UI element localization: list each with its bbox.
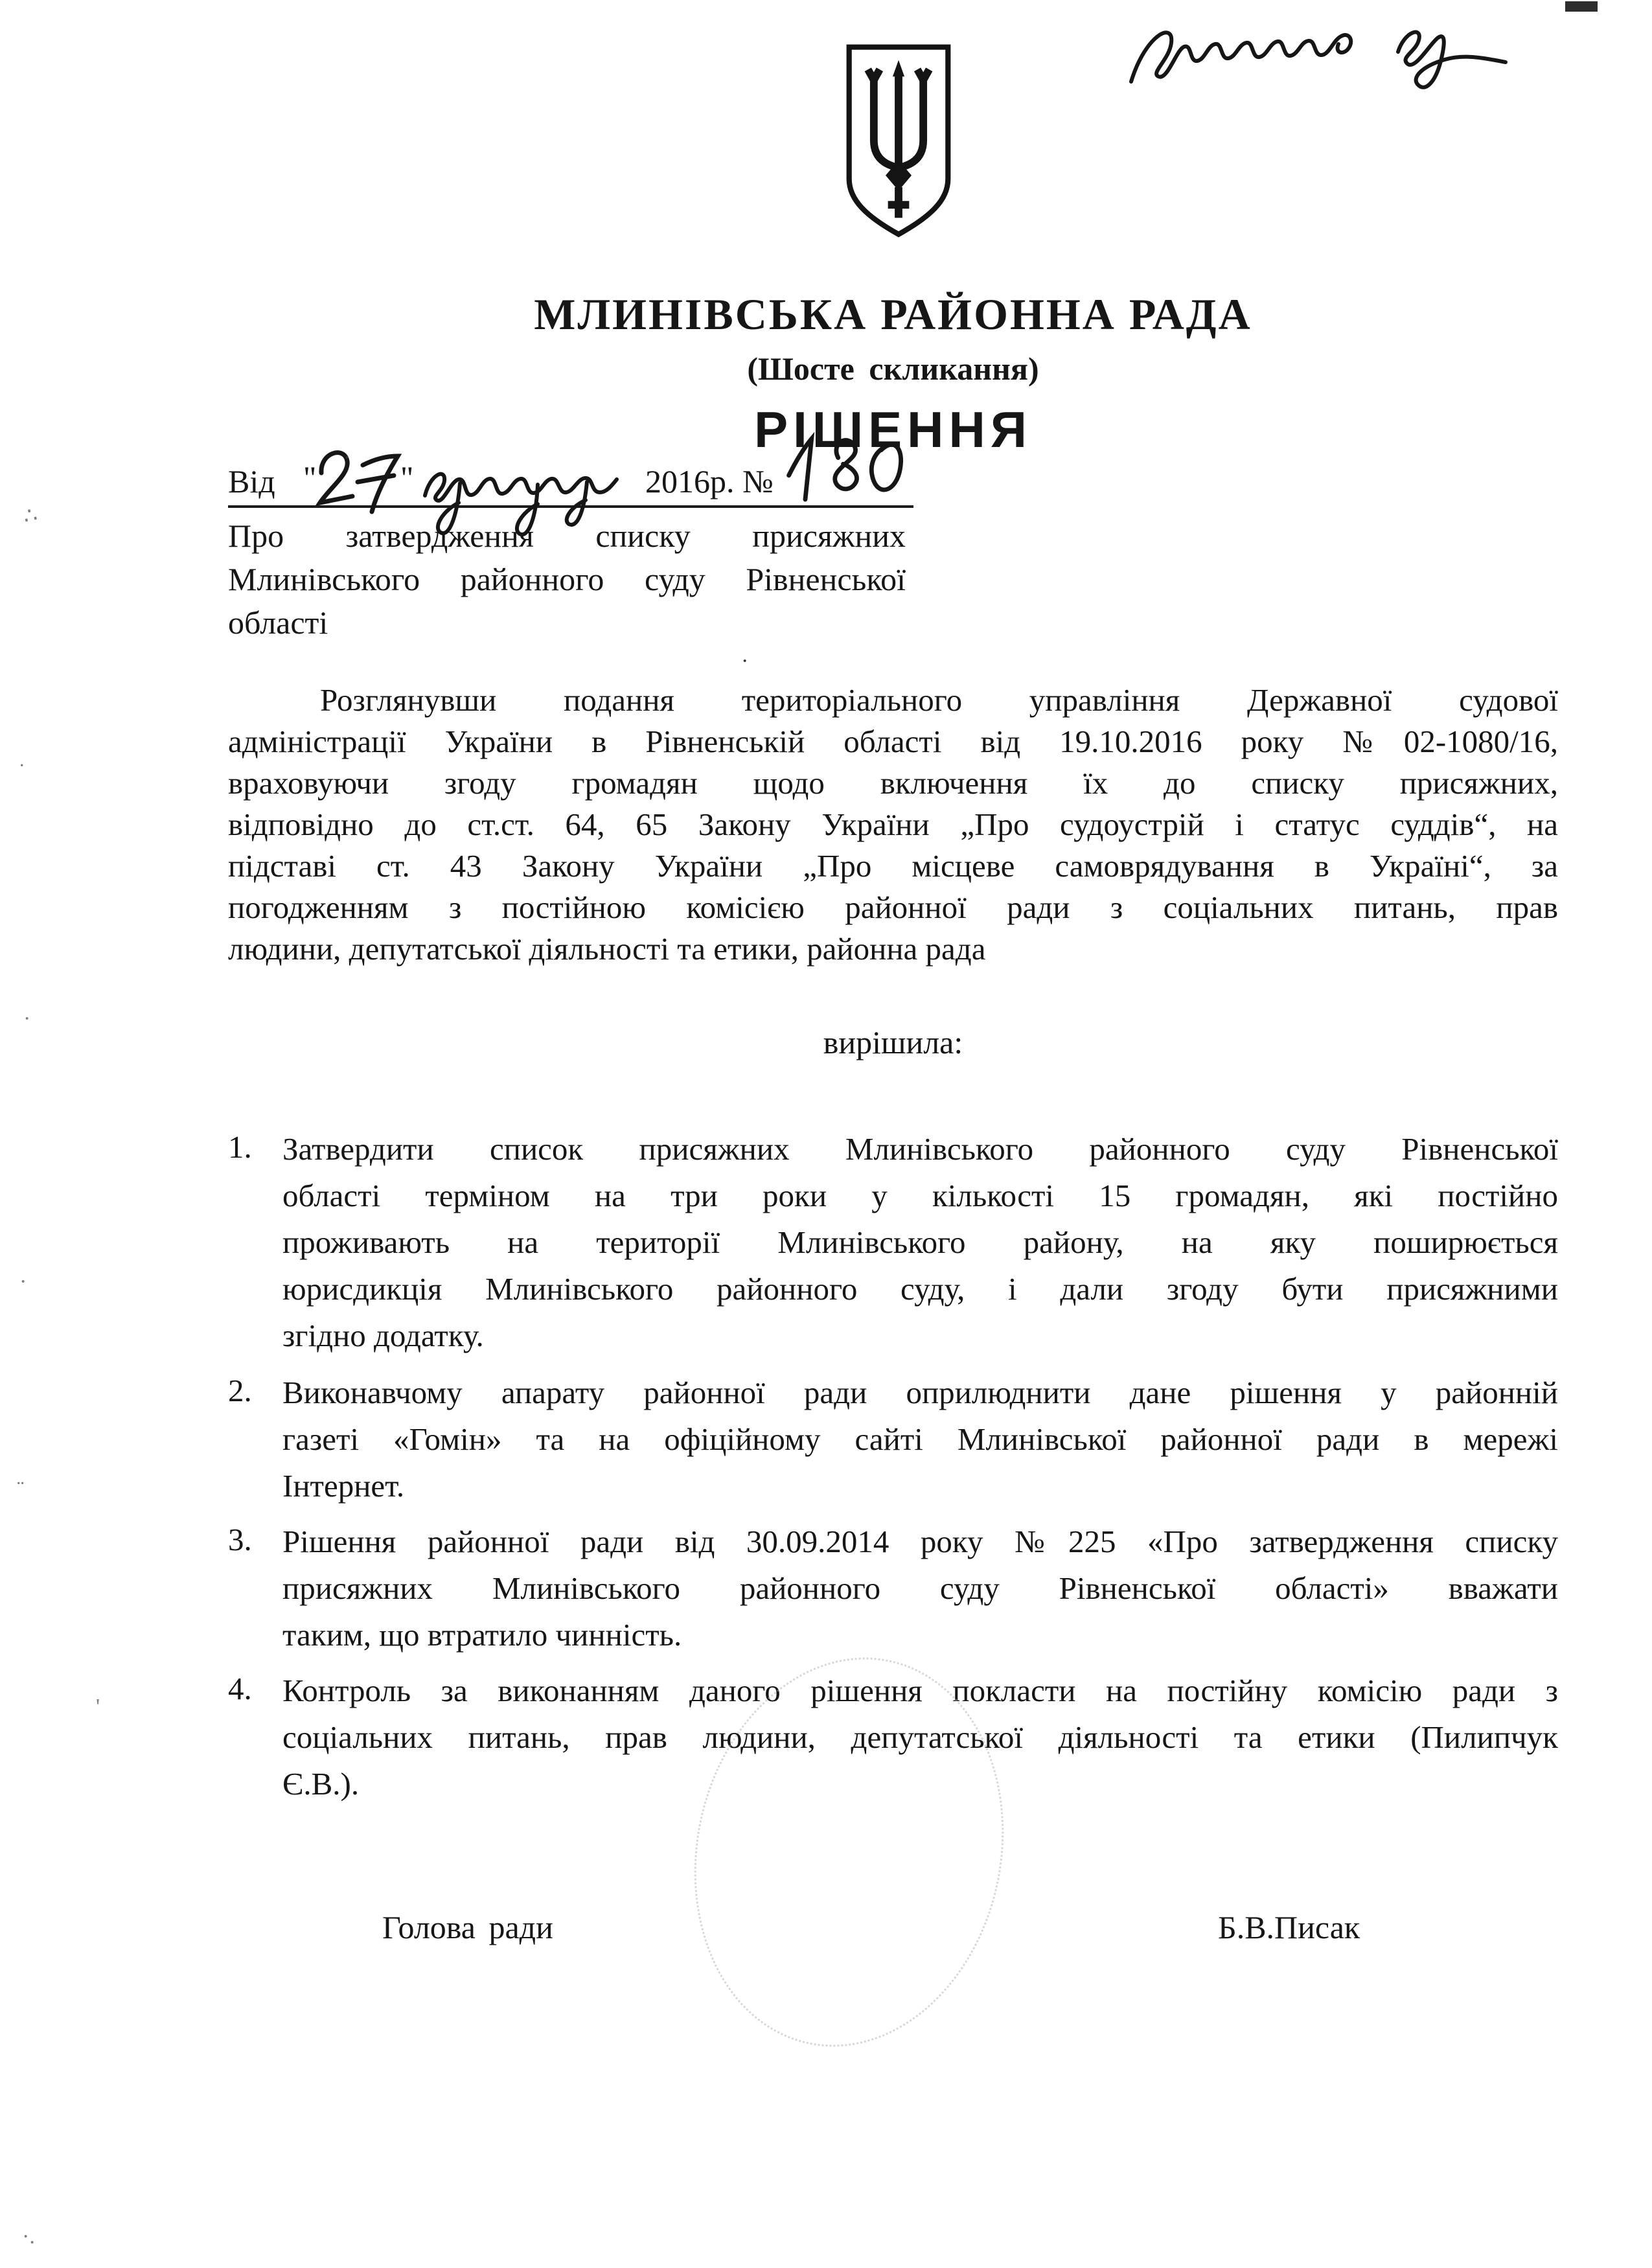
convocation: (Шосте скликання) (747, 350, 1039, 387)
item-number: 1. (228, 1129, 252, 1165)
tryzub-emblem (840, 39, 958, 245)
scan-edge-artifact (1565, 1, 1598, 12)
body-line: Розглянувши подання територіального управління Державної судової (320, 682, 1558, 718)
body-line: підставі ст. 43 Закону України „Про місцеве самоврядування в Україні“, за (228, 848, 1558, 884)
date-prefix: Від (228, 463, 275, 499)
scan-speck: · (741, 649, 749, 673)
handwritten-signature (1119, 9, 1521, 100)
subject-line: Про затвердження списку присяжних (228, 518, 906, 554)
signature-row (228, 1908, 1558, 1954)
item-line: присяжних Млинівського районного суду Рівненської області» вважати (282, 1570, 1558, 1606)
body-line: людини, депутатської діяльності та етики, районна рада (228, 931, 986, 967)
body-line: враховуючи згоду громадян щодо включення їх до списку присяжних, (228, 765, 1558, 801)
handwritten-doc-number (777, 424, 910, 521)
item-number: 3. (228, 1522, 252, 1557)
scan-speck: ' (96, 1695, 100, 1719)
signer-title: Голова ради (382, 1909, 553, 1945)
subject-block (228, 516, 906, 646)
subject-line: Млинівського районного суду Рівненської (228, 561, 906, 597)
item-line: юрисдикція Млинівського районного суду, і дали згоду бути присяжними (282, 1271, 1558, 1307)
year-and-number-sign: 2016р. № (645, 463, 774, 499)
org-name: МЛИНІВСЬКА РАЙОННА РАДА (534, 290, 1252, 339)
resolution-item-3 (228, 1521, 1558, 1661)
doc-type-title: РІШЕННЯ (754, 401, 1032, 458)
item-number: 4. (228, 1671, 252, 1706)
scan-speck: ¨ (17, 1477, 25, 1501)
item-line: Рішення районної ради від 30.09.2014 року №225 «Про затвердження списку (282, 1524, 1558, 1559)
item-line: області терміном на три роки у кількості 15 громадян, які постійно (282, 1178, 1558, 1213)
quote-open: " (303, 459, 317, 496)
item-line: соціальних питань, прав людини, депутатської діяльності та етики (Пилипчук (282, 1719, 1558, 1755)
body-line: погодженням з постійною комісією районної ради з соціальних питань, прав (228, 889, 1558, 925)
item-line: Інтернет. (282, 1468, 405, 1504)
item-line: Затвердити список присяжних Млинівського районного суду Рівненської (282, 1131, 1558, 1167)
quote-close: " (400, 459, 414, 496)
resolution-word: вирішила: (823, 1024, 963, 1060)
item-line: газеті «Гомін» та на офіційному сайті Млинівської районної ради в мережі (282, 1421, 1558, 1457)
resolution-item-1 (228, 1128, 1558, 1362)
subject-line: області (228, 604, 328, 641)
scan-speck: · (343, 446, 351, 470)
signer-name: Б.В.Писак (1218, 1909, 1360, 1945)
resolution-item-2 (228, 1372, 1558, 1512)
handwritten-day (307, 439, 414, 523)
scan-speck: · (23, 1007, 31, 1031)
body-line: відповідно до ст.ст. 64, 65 Закону України „Про судоустрій і статус суддів“, на (228, 807, 1558, 842)
preamble-paragraph (228, 680, 1558, 970)
scan-speck: ·. (22, 2225, 35, 2249)
item-number: 2. (228, 1373, 252, 1408)
scan-speck: ∴ (21, 503, 40, 529)
item-line: згідно додатку. (282, 1318, 484, 1353)
item-line: Контроль за виконанням даного рішення покласти на постійну комісію ради з (282, 1673, 1558, 1708)
scan-speck: · (19, 1270, 27, 1294)
body-line: адміністрації України в Рівненській області від 19.10.2016 року №02-1080/16, (228, 724, 1558, 759)
item-line: Виконавчому апарату районної ради оприлюднити дане рішення у районній (282, 1375, 1558, 1410)
item-line: таким, що втратило чинність. (282, 1617, 682, 1653)
scan-speck: ˙ (18, 760, 26, 784)
item-line: проживають на території Млинівського району, на яку поширюється (282, 1224, 1558, 1260)
item-line: Є.В.). (282, 1766, 360, 1802)
